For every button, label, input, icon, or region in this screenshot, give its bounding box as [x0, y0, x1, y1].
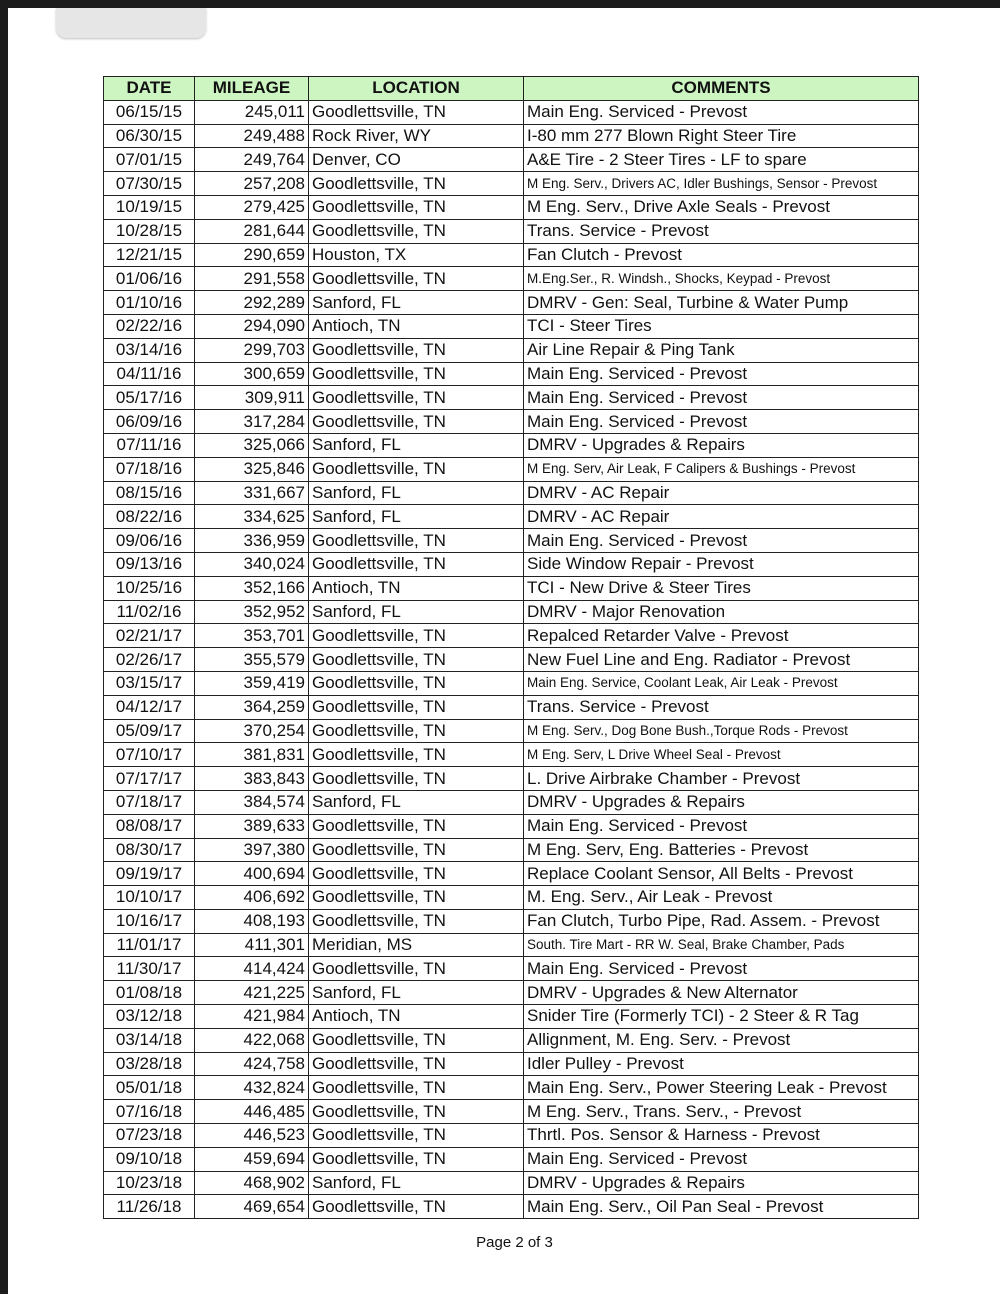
cell-location: Sanford, FL: [309, 981, 524, 1005]
cell-location: Goodlettsville, TN: [309, 1124, 524, 1148]
cell-mileage: 334,625: [195, 505, 309, 529]
table-row: [104, 1195, 919, 1219]
cell-date: 07/17/17: [104, 767, 195, 791]
cell-mileage: 397,380: [195, 838, 309, 862]
cell-mileage: 421,984: [195, 1005, 309, 1029]
cell-comments: M. Eng. Serv., Air Leak - Prevost: [524, 886, 919, 910]
cell-mileage: 309,911: [195, 386, 309, 410]
cell-mileage: 408,193: [195, 909, 309, 933]
cell-comments: Main Eng. Serv., Power Steering Leak - Prevost: [524, 1076, 919, 1100]
cell-comments: Main Eng. Service, Coolant Leak, Air Leak - Prevost: [524, 671, 919, 695]
cell-date: 10/25/16: [104, 576, 195, 600]
table-row: [104, 838, 919, 862]
cell-comments: DMRV - Upgrades & Repairs: [524, 1171, 919, 1195]
cell-comments: New Fuel Line and Eng. Radiator - Prevost: [524, 648, 919, 672]
cell-comments: Main Eng. Serviced - Prevost: [524, 362, 919, 386]
table-row: [104, 338, 919, 362]
cell-location: Houston, TX: [309, 243, 524, 267]
cell-date: 11/30/17: [104, 957, 195, 981]
cell-comments: DMRV - Gen: Seal, Turbine & Water Pump: [524, 291, 919, 315]
table-row: [104, 933, 919, 957]
cell-comments: Trans. Service - Prevost: [524, 695, 919, 719]
cell-location: Goodlettsville, TN: [309, 767, 524, 791]
cell-location: Goodlettsville, TN: [309, 909, 524, 933]
cell-mileage: 352,166: [195, 576, 309, 600]
cell-date: 07/16/18: [104, 1100, 195, 1124]
table-row: [104, 481, 919, 505]
cell-comments: Main Eng. Serviced - Prevost: [524, 100, 919, 124]
cell-date: 06/09/16: [104, 410, 195, 434]
cell-location: Sanford, FL: [309, 1171, 524, 1195]
cell-location: Sanford, FL: [309, 433, 524, 457]
cell-location: Goodlettsville, TN: [309, 529, 524, 553]
table-row: [104, 172, 919, 196]
cell-date: 07/18/16: [104, 457, 195, 481]
table-row: [104, 410, 919, 434]
cell-mileage: 370,254: [195, 719, 309, 743]
cell-location: Goodlettsville, TN: [309, 624, 524, 648]
table-row: [104, 291, 919, 315]
cell-comments: TCI - New Drive & Steer Tires: [524, 576, 919, 600]
cell-date: 03/28/18: [104, 1052, 195, 1076]
cell-location: Goodlettsville, TN: [309, 671, 524, 695]
cell-comments: Fan Clutch - Prevost: [524, 243, 919, 267]
cell-location: Goodlettsville, TN: [309, 195, 524, 219]
cell-mileage: 469,654: [195, 1195, 309, 1219]
cell-date: 03/14/18: [104, 1028, 195, 1052]
cell-mileage: 364,259: [195, 695, 309, 719]
cell-date: 09/19/17: [104, 862, 195, 886]
cell-mileage: 317,284: [195, 410, 309, 434]
cell-location: Goodlettsville, TN: [309, 172, 524, 196]
table-row: [104, 529, 919, 553]
cell-date: 02/21/17: [104, 624, 195, 648]
cell-location: Goodlettsville, TN: [309, 362, 524, 386]
cell-date: 01/10/16: [104, 291, 195, 315]
cell-date: 03/14/16: [104, 338, 195, 362]
table-row: [104, 957, 919, 981]
cell-location: Goodlettsville, TN: [309, 1147, 524, 1171]
cell-date: 03/15/17: [104, 671, 195, 695]
cell-date: 03/12/18: [104, 1005, 195, 1029]
cell-date: 06/30/15: [104, 124, 195, 148]
cell-mileage: 352,952: [195, 600, 309, 624]
cell-comments: L. Drive Airbrake Chamber - Prevost: [524, 767, 919, 791]
cell-mileage: 459,694: [195, 1147, 309, 1171]
cell-mileage: 406,692: [195, 886, 309, 910]
cell-comments: DMRV - Upgrades & Repairs: [524, 433, 919, 457]
cell-location: Antioch, TN: [309, 1005, 524, 1029]
cell-comments: Trans. Service - Prevost: [524, 219, 919, 243]
cell-mileage: 281,644: [195, 219, 309, 243]
cell-location: Goodlettsville, TN: [309, 648, 524, 672]
table-row: [104, 362, 919, 386]
cell-date: 05/09/17: [104, 719, 195, 743]
cell-comments: Fan Clutch, Turbo Pipe, Rad. Assem. - Prevost: [524, 909, 919, 933]
cell-mileage: 359,419: [195, 671, 309, 695]
cell-date: 12/21/15: [104, 243, 195, 267]
cell-date: 07/23/18: [104, 1124, 195, 1148]
cell-location: Sanford, FL: [309, 291, 524, 315]
table-row: [104, 1147, 919, 1171]
cell-date: 05/01/18: [104, 1076, 195, 1100]
cell-comments: DMRV - AC Repair: [524, 481, 919, 505]
cell-comments: M Eng. Serv., Drive Axle Seals - Prevost: [524, 195, 919, 219]
cell-date: 09/06/16: [104, 529, 195, 553]
cell-location: Goodlettsville, TN: [309, 410, 524, 434]
cell-mileage: 279,425: [195, 195, 309, 219]
cell-date: 10/23/18: [104, 1171, 195, 1195]
cell-comments: M Eng. Serv, Eng. Batteries - Prevost: [524, 838, 919, 862]
cell-location: Goodlettsville, TN: [309, 1028, 524, 1052]
cell-mileage: 290,659: [195, 243, 309, 267]
cell-mileage: 249,488: [195, 124, 309, 148]
header-date: DATE: [104, 77, 195, 101]
cell-location: Goodlettsville, TN: [309, 100, 524, 124]
cell-mileage: 384,574: [195, 790, 309, 814]
cell-comments: DMRV - Upgrades & Repairs: [524, 790, 919, 814]
table-row: [104, 1052, 919, 1076]
header-comments: COMMENTS: [524, 77, 919, 101]
table-row: [104, 433, 919, 457]
cell-mileage: 300,659: [195, 362, 309, 386]
table-row: [104, 1028, 919, 1052]
cell-mileage: 245,011: [195, 100, 309, 124]
cell-location: Denver, CO: [309, 148, 524, 172]
cell-mileage: 353,701: [195, 624, 309, 648]
cell-location: Goodlettsville, TN: [309, 552, 524, 576]
cell-mileage: 325,066: [195, 433, 309, 457]
table-row: [104, 386, 919, 410]
cell-location: Goodlettsville, TN: [309, 1195, 524, 1219]
cell-location: Goodlettsville, TN: [309, 1100, 524, 1124]
cell-comments: TCI - Steer Tires: [524, 314, 919, 338]
cell-location: Meridian, MS: [309, 933, 524, 957]
table-row: [104, 195, 919, 219]
cell-mileage: 257,208: [195, 172, 309, 196]
cell-location: Goodlettsville, TN: [309, 386, 524, 410]
cell-mileage: 383,843: [195, 767, 309, 791]
cell-mileage: 446,485: [195, 1100, 309, 1124]
cell-date: 07/11/16: [104, 433, 195, 457]
cell-comments: M Eng. Serv, Air Leak, F Calipers & Bushings - Prevost: [524, 457, 919, 481]
cell-comments: M Eng. Serv, L Drive Wheel Seal - Prevost: [524, 743, 919, 767]
cell-date: 01/08/18: [104, 981, 195, 1005]
cell-date: 07/30/15: [104, 172, 195, 196]
cell-location: Sanford, FL: [309, 600, 524, 624]
cell-date: 01/06/16: [104, 267, 195, 291]
cell-comments: Replace Coolant Sensor, All Belts - Prevost: [524, 862, 919, 886]
cell-comments: Main Eng. Serviced - Prevost: [524, 1147, 919, 1171]
cell-comments: South. Tire Mart - RR W. Seal, Brake Chamber, Pads: [524, 933, 919, 957]
table-row: [104, 1100, 919, 1124]
table-row: [104, 743, 919, 767]
cell-comments: Allignment, M. Eng. Serv. - Prevost: [524, 1028, 919, 1052]
page-indicator-tab: [56, 8, 206, 38]
table-row: [104, 505, 919, 529]
cell-location: Antioch, TN: [309, 576, 524, 600]
cell-date: 04/11/16: [104, 362, 195, 386]
cell-comments: Snider Tire (Formerly TCI) - 2 Steer & R Tag: [524, 1005, 919, 1029]
cell-date: 09/10/18: [104, 1147, 195, 1171]
table-header-row: [104, 77, 919, 101]
cell-location: Goodlettsville, TN: [309, 814, 524, 838]
cell-location: Rock River, WY: [309, 124, 524, 148]
table-row: [104, 552, 919, 576]
cell-mileage: 432,824: [195, 1076, 309, 1100]
table-row: [104, 1124, 919, 1148]
cell-date: 11/26/18: [104, 1195, 195, 1219]
table-row: [104, 909, 919, 933]
header-mileage: MILEAGE: [195, 77, 309, 101]
table-row: [104, 148, 919, 172]
cell-mileage: 411,301: [195, 933, 309, 957]
cell-comments: Main Eng. Serv., Oil Pan Seal - Prevost: [524, 1195, 919, 1219]
cell-comments: Idler Pulley - Prevost: [524, 1052, 919, 1076]
cell-comments: M.Eng.Ser., R. Windsh., Shocks, Keypad - Prevost: [524, 267, 919, 291]
cell-mileage: 331,667: [195, 481, 309, 505]
cell-mileage: 421,225: [195, 981, 309, 1005]
cell-mileage: 249,764: [195, 148, 309, 172]
cell-mileage: 340,024: [195, 552, 309, 576]
cell-date: 10/16/17: [104, 909, 195, 933]
cell-mileage: 400,694: [195, 862, 309, 886]
cell-comments: A&E Tire - 2 Steer Tires - LF to spare: [524, 148, 919, 172]
cell-comments: Main Eng. Serviced - Prevost: [524, 410, 919, 434]
cell-date: 02/26/17: [104, 648, 195, 672]
cell-location: Goodlettsville, TN: [309, 743, 524, 767]
table-row: [104, 243, 919, 267]
table-row: [104, 457, 919, 481]
cell-date: 10/19/15: [104, 195, 195, 219]
table-row: [104, 790, 919, 814]
table-body: [104, 100, 919, 1218]
table-row: [104, 1005, 919, 1029]
cell-date: 08/15/16: [104, 481, 195, 505]
table-row: [104, 719, 919, 743]
cell-comments: Side Window Repair - Prevost: [524, 552, 919, 576]
cell-date: 07/18/17: [104, 790, 195, 814]
cell-comments: DMRV - Upgrades & New Alternator: [524, 981, 919, 1005]
cell-mileage: 389,633: [195, 814, 309, 838]
page-number: Page 2 of 3: [476, 1234, 553, 1251]
table-row: [104, 219, 919, 243]
cell-location: Antioch, TN: [309, 314, 524, 338]
cell-mileage: 424,758: [195, 1052, 309, 1076]
cell-location: Goodlettsville, TN: [309, 957, 524, 981]
table-row: [104, 695, 919, 719]
table-row: [104, 267, 919, 291]
cell-date: 04/12/17: [104, 695, 195, 719]
cell-date: 08/22/16: [104, 505, 195, 529]
table-row: [104, 814, 919, 838]
cell-comments: M Eng. Serv., Trans. Serv., - Prevost: [524, 1100, 919, 1124]
cell-date: 05/17/16: [104, 386, 195, 410]
cell-comments: Main Eng. Serviced - Prevost: [524, 957, 919, 981]
cell-mileage: 422,068: [195, 1028, 309, 1052]
cell-location: Goodlettsville, TN: [309, 862, 524, 886]
cell-comments: Repalced Retarder Valve - Prevost: [524, 624, 919, 648]
cell-comments: Main Eng. Serviced - Prevost: [524, 814, 919, 838]
document-page: [8, 8, 1000, 1294]
table-row: [104, 862, 919, 886]
cell-location: Goodlettsville, TN: [309, 267, 524, 291]
cell-mileage: 299,703: [195, 338, 309, 362]
cell-comments: DMRV - AC Repair: [524, 505, 919, 529]
cell-mileage: 336,959: [195, 529, 309, 553]
cell-comments: Thrtl. Pos. Sensor & Harness - Prevost: [524, 1124, 919, 1148]
table-row: [104, 314, 919, 338]
cell-comments: Air Line Repair & Ping Tank: [524, 338, 919, 362]
cell-date: 10/10/17: [104, 886, 195, 910]
cell-mileage: 294,090: [195, 314, 309, 338]
cell-location: Goodlettsville, TN: [309, 886, 524, 910]
cell-location: Sanford, FL: [309, 481, 524, 505]
cell-date: 06/15/15: [104, 100, 195, 124]
cell-date: 07/01/15: [104, 148, 195, 172]
cell-comments: I-80 mm 277 Blown Right Steer Tire: [524, 124, 919, 148]
cell-comments: DMRV - Major Renovation: [524, 600, 919, 624]
cell-location: Sanford, FL: [309, 790, 524, 814]
cell-mileage: 292,289: [195, 291, 309, 315]
cell-date: 08/08/17: [104, 814, 195, 838]
cell-date: 02/22/16: [104, 314, 195, 338]
table-row: [104, 1171, 919, 1195]
header-location: LOCATION: [309, 77, 524, 101]
table-row: [104, 886, 919, 910]
cell-location: Goodlettsville, TN: [309, 1052, 524, 1076]
table-row: [104, 767, 919, 791]
cell-location: Goodlettsville, TN: [309, 338, 524, 362]
table-row: [104, 648, 919, 672]
cell-location: Goodlettsville, TN: [309, 838, 524, 862]
cell-date: 10/28/15: [104, 219, 195, 243]
cell-location: Goodlettsville, TN: [309, 719, 524, 743]
cell-mileage: 325,846: [195, 457, 309, 481]
cell-comments: Main Eng. Serviced - Prevost: [524, 386, 919, 410]
table-row: [104, 624, 919, 648]
cell-date: 11/01/17: [104, 933, 195, 957]
cell-mileage: 381,831: [195, 743, 309, 767]
cell-location: Sanford, FL: [309, 505, 524, 529]
cell-location: Goodlettsville, TN: [309, 695, 524, 719]
cell-comments: M Eng. Serv., Dog Bone Bush.,Torque Rods - Prevost: [524, 719, 919, 743]
maintenance-log-table: [103, 76, 919, 1219]
table-row: [104, 671, 919, 695]
cell-mileage: 291,558: [195, 267, 309, 291]
cell-mileage: 355,579: [195, 648, 309, 672]
cell-location: Goodlettsville, TN: [309, 457, 524, 481]
cell-comments: Main Eng. Serviced - Prevost: [524, 529, 919, 553]
table-row: [104, 1076, 919, 1100]
cell-mileage: 446,523: [195, 1124, 309, 1148]
table-row: [104, 981, 919, 1005]
cell-comments: M Eng. Serv., Drivers AC, Idler Bushings, Sensor - Prevost: [524, 172, 919, 196]
table-row: [104, 576, 919, 600]
cell-date: 08/30/17: [104, 838, 195, 862]
cell-date: 11/02/16: [104, 600, 195, 624]
cell-location: Goodlettsville, TN: [309, 1076, 524, 1100]
table-row: [104, 600, 919, 624]
table-row: [104, 100, 919, 124]
cell-location: Goodlettsville, TN: [309, 219, 524, 243]
cell-mileage: 414,424: [195, 957, 309, 981]
table-row: [104, 124, 919, 148]
cell-date: 07/10/17: [104, 743, 195, 767]
cell-mileage: 468,902: [195, 1171, 309, 1195]
cell-date: 09/13/16: [104, 552, 195, 576]
